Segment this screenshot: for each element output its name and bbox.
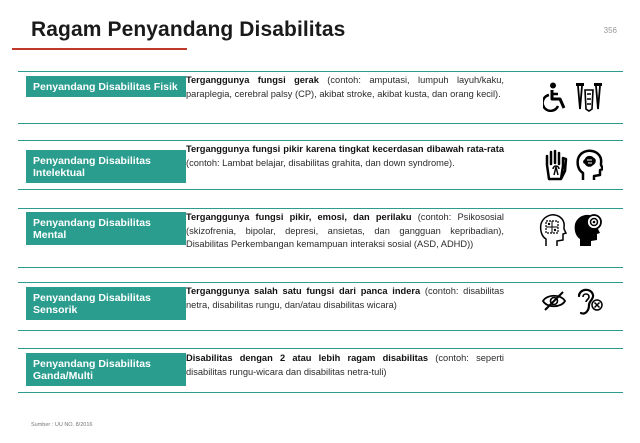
- category-desc-text: (contoh: amputasi, lumpuh layuh/kaku, paraplegia, cerebral palsy (CP), akibat stroke, akibat kusta, dan orang kecil).: [186, 75, 504, 99]
- category-desc-ganda: [186, 352, 504, 379]
- category-desc-text: (contoh: seperti disabilitas rungu-wicara dan disabilitas netra-tuli): [186, 353, 504, 377]
- category-icons-intelektual: [543, 149, 603, 181]
- category-desc-bold: Terganggunya fungsi pikir karena tingkat kecerdasan dibawah rata-rata: [186, 144, 504, 154]
- category-desc-text: (contoh: Lambat belajar, disabilitas grahita, dan down syndrome).: [186, 157, 455, 168]
- category-desc-mental: [186, 211, 504, 252]
- wheelchair-icon: [543, 82, 569, 112]
- category-row-intelektual: [18, 140, 623, 190]
- page-title: Ragam Penyandang Disabilitas: [31, 18, 346, 41]
- category-desc-text: (contoh: Psikososial (skizofrenia, bipolar, depresi, ansietas, dan gangguan kepribadian), Disabilitas Perkembangan kemampuan interaksi sosial (ASD, ADHD)): [186, 212, 504, 249]
- category-icons-sensorik: [541, 286, 603, 316]
- category-desc-bold: Terganggunya fungsi gerak: [186, 75, 319, 85]
- puzzle-head-icon: [539, 213, 567, 247]
- eye-slash-icon: [541, 289, 567, 313]
- category-row-mental: [18, 208, 623, 268]
- category-desc-bold: Terganggunya fungsi pikir, emosi, dan perilaku: [186, 212, 412, 222]
- category-desc-sensorik: [186, 285, 504, 312]
- category-row-sensorik: [18, 282, 623, 331]
- category-desc-intelektual: [186, 143, 504, 170]
- hand-ribbon-icon: [543, 149, 569, 181]
- source-note: Sumber : UU NO. 8/2016: [31, 422, 93, 428]
- category-desc-bold: Terganggunya salah satu fungsi dari panca indera: [186, 286, 421, 296]
- category-label-intelektual: Penyandang Disabilitas Intelektual: [26, 150, 186, 183]
- head-target-icon: [573, 213, 603, 247]
- page-number: 356: [603, 26, 617, 35]
- category-desc-text: (contoh: disabilitas netra, disabilitas rungu, dan/atau disabilitas wicara): [186, 286, 504, 310]
- category-label-ganda: Penyandang Disabilitas Ganda/Multi: [26, 353, 186, 386]
- category-icons-fisik: [543, 82, 603, 112]
- category-label-fisik: Penyandang Disabilitas Fisik: [26, 76, 186, 97]
- head-brain-icon: [575, 149, 603, 181]
- ear-x-icon: [573, 286, 603, 316]
- category-desc-bold: Disabilitas dengan 2 atau lebih ragam disabilitas: [186, 353, 429, 363]
- category-desc-fisik: [186, 74, 504, 101]
- category-label-mental: Penyandang Disabilitas Mental: [26, 212, 186, 245]
- category-row-fisik: [18, 71, 623, 124]
- category-icons-mental: [539, 213, 603, 247]
- title-underline: [12, 48, 187, 50]
- crutches-icon: [575, 82, 603, 112]
- category-row-ganda: [18, 348, 623, 393]
- category-label-sensorik: Penyandang Disabilitas Sensorik: [26, 287, 186, 320]
